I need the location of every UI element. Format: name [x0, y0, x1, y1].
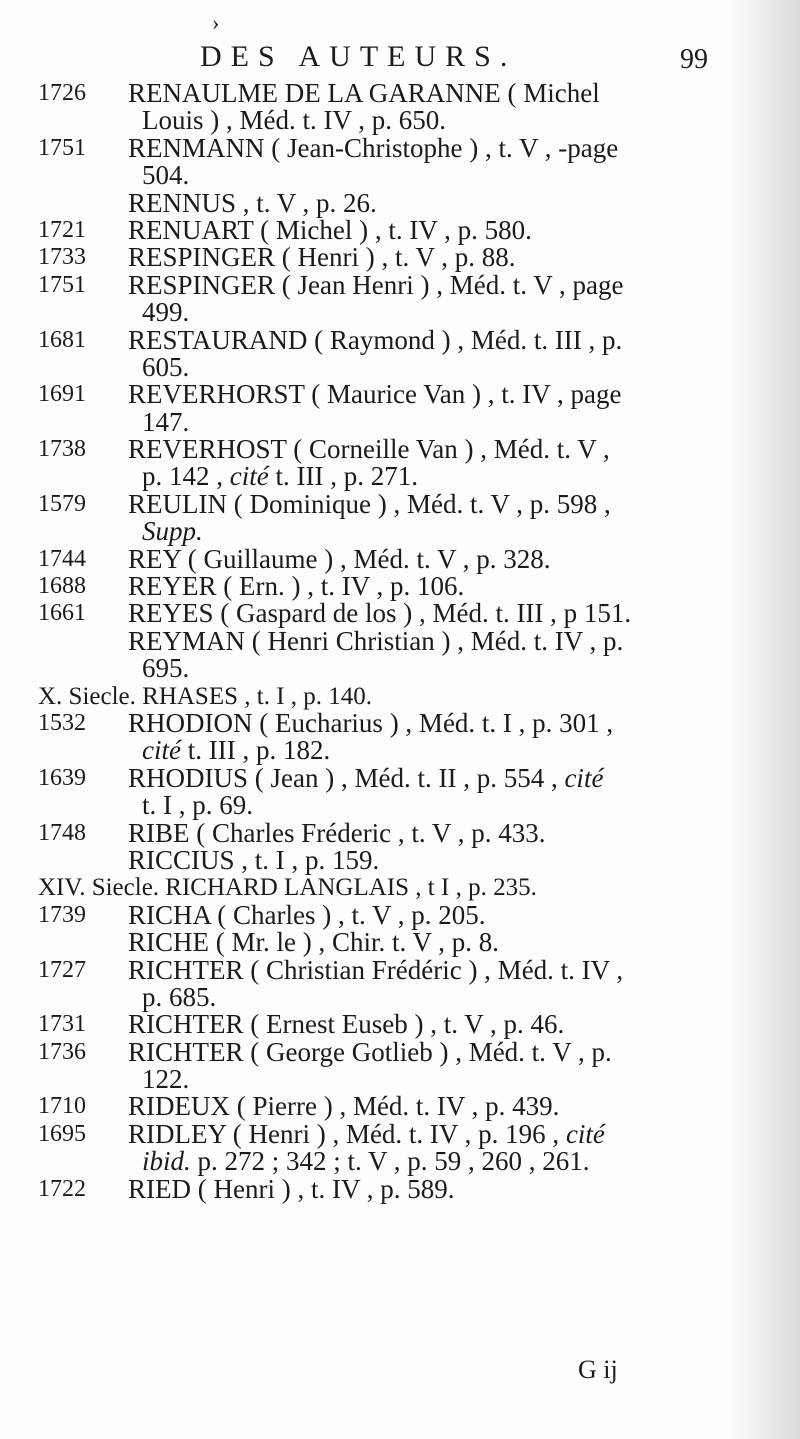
entry-year: 1751: [38, 134, 86, 161]
entry-heading-line: RESPINGER ( Jean Henri ) , Méd. t. V , page: [128, 269, 624, 300]
entry-heading-line: RICHTER ( George Gotlieb ) , Méd. t. V , p.: [128, 1036, 612, 1067]
entry-heading-line: RIED ( Henri ) , t. IV , p. 589.: [128, 1173, 455, 1204]
index-entry: [38, 874, 738, 901]
index-entry: [38, 1093, 738, 1120]
entry-heading-line: RICHTER ( Christian Frédéric ) , Méd. t. IV ,: [128, 954, 624, 985]
entry-continuation-line: ibid. p. 272 ; 342 ; t. V , p. 59 , 260 , 261.: [142, 1146, 590, 1177]
entry-heading-line: RHODIUS ( Jean ) , Méd. t. II , p. 554 , cité: [128, 762, 604, 793]
entry-year: 1751: [38, 271, 86, 298]
entry-continuation-line: Louis ) , Méd. t. IV , p. 650.: [142, 105, 446, 136]
entry-heading-line: REYER ( Ern. ) , t. IV , p. 106.: [128, 571, 465, 602]
entry-continuation-line: 122.: [142, 1064, 190, 1095]
entry-heading-line: RICHE ( Mr. le ) , Chir. t. V , p. 8.: [128, 927, 500, 958]
entry-year: 1727: [38, 956, 86, 983]
index-entry: [38, 187, 738, 218]
entry-year: 1579: [38, 490, 86, 517]
index-entry: [38, 269, 738, 328]
entry-year: 1688: [38, 573, 86, 600]
entry-heading-line: RIDLEY ( Henri ) , Méd. t. IV , p. 196 , cité: [128, 1118, 605, 1149]
entry-heading-line: REYMAN ( Henri Christian ) , Méd. t. IV , p.: [128, 625, 624, 656]
index-entry: [38, 488, 738, 547]
entry-heading-line: RESPINGER ( Henri ) , t. V , p. 88.: [128, 242, 516, 273]
index-entry: [38, 844, 738, 875]
entry-year: 1738: [38, 436, 86, 463]
entry-heading-line: REY ( Guillaume ) , Méd. t. V , p. 328.: [128, 543, 551, 574]
entry-heading-line: REVERHORST ( Maurice Van ) , t. IV , page: [128, 379, 622, 410]
entry-year: 1722: [38, 1175, 86, 1202]
entry-heading-line: REYES ( Gaspard de los ) , Méd. t. III , p 151.: [128, 598, 632, 629]
running-head: DES AUTEURS.: [200, 40, 517, 73]
index-entry: [38, 625, 738, 684]
entry-year: 1736: [38, 1038, 86, 1065]
entry-heading-line: RICCIUS , t. I , p. 159.: [128, 844, 380, 875]
entry-heading-line: X. Siecle. RHASES , t. I , p. 140.: [38, 682, 373, 710]
index-entry: [38, 929, 738, 956]
entry-heading-line: REULIN ( Dominique ) , Méd. t. V , p. 598 ,: [128, 488, 611, 519]
index-entry: [38, 214, 738, 245]
index-entry: [38, 1036, 738, 1095]
entry-year: 1710: [38, 1093, 86, 1120]
entry-year: 1733: [38, 244, 86, 271]
index-entry: [38, 762, 738, 821]
entry-year: 1661: [38, 600, 86, 627]
index-entry: [38, 683, 738, 710]
entry-year: 1695: [38, 1120, 86, 1147]
entry-heading-line: RIDEUX ( Pierre ) , Méd. t. IV , p. 439.: [128, 1091, 560, 1122]
author-index-list: [38, 80, 738, 1203]
index-entry: [38, 436, 738, 491]
entry-heading-line: RENAULME DE LA GARANNE ( Michel: [128, 78, 600, 108]
entry-year: 1739: [38, 901, 86, 928]
index-entry: [38, 817, 738, 848]
page-number: 99: [680, 44, 708, 75]
index-entry: [38, 80, 738, 135]
entry-heading-line: REVERHOST ( Corneille Van ) , Méd. t. V ,: [128, 434, 610, 465]
index-entry: [38, 1173, 738, 1204]
entry-continuation-line: 147.: [142, 406, 190, 437]
facing-page-bleed: [730, 0, 800, 1439]
printer-mark: ›: [212, 10, 220, 35]
index-entry: [38, 1118, 738, 1177]
entry-heading-line: RICHTER ( Ernest Euseb ) , t. V , p. 46.: [128, 1009, 565, 1040]
entry-heading-line: RENUART ( Michel ) , t. IV , p. 580.: [128, 214, 532, 245]
entry-continuation-line: p. 685.: [142, 981, 217, 1012]
entry-continuation-line: 605.: [142, 351, 190, 382]
index-entry: [38, 132, 738, 191]
entry-continuation-line: cité t. III , p. 182.: [142, 735, 331, 766]
index-entry: [38, 899, 738, 930]
index-entry: [38, 324, 738, 382]
index-entry: [38, 1011, 738, 1038]
entry-year: 1721: [38, 216, 86, 243]
entry-heading-line: RENNUS , t. V , p. 26.: [128, 187, 377, 218]
entry-continuation-line: Supp.: [142, 516, 203, 547]
entry-heading-line: RHODION ( Eucharius ) , Méd. t. I , p. 301 ,: [128, 707, 614, 738]
index-entry: [38, 954, 738, 1012]
entry-heading-line: RESTAURAND ( Raymond ) , Méd. t. III , p.: [128, 324, 623, 355]
entry-continuation-line: 499.: [142, 297, 190, 328]
index-entry: [38, 381, 738, 436]
entry-heading-line: RICHA ( Charles ) , t. V , p. 205.: [128, 899, 486, 930]
index-entry: [38, 573, 738, 600]
index-entry: [38, 244, 738, 271]
entry-year: 1731: [38, 1011, 86, 1038]
entry-year: 1681: [38, 326, 86, 353]
entry-continuation-line: 695.: [142, 653, 190, 684]
entry-continuation-line: p. 142 , cité t. III , p. 271.: [142, 461, 418, 492]
index-entry: [38, 707, 738, 766]
signature-mark: G ij: [578, 1355, 618, 1384]
index-entry: [38, 600, 738, 627]
entry-heading-line: RIBE ( Charles Fréderic , t. V , p. 433.: [128, 817, 546, 848]
entry-year: 1744: [38, 545, 86, 572]
entry-heading-line: RENMANN ( Jean-Christophe ) , t. V , -page: [128, 132, 619, 163]
entry-year: 1532: [38, 709, 86, 736]
index-entry: [38, 543, 738, 574]
entry-year: 1726: [38, 80, 86, 106]
entry-continuation-line: t. I , p. 69.: [142, 790, 253, 821]
entry-year: 1748: [38, 819, 86, 846]
entry-year: 1639: [38, 764, 86, 791]
entry-continuation-line: 504.: [142, 160, 190, 191]
entry-heading-line: XIV. Siecle. RICHARD LANGLAIS , t I , p. 235.: [38, 874, 537, 902]
entry-year: 1691: [38, 381, 86, 408]
